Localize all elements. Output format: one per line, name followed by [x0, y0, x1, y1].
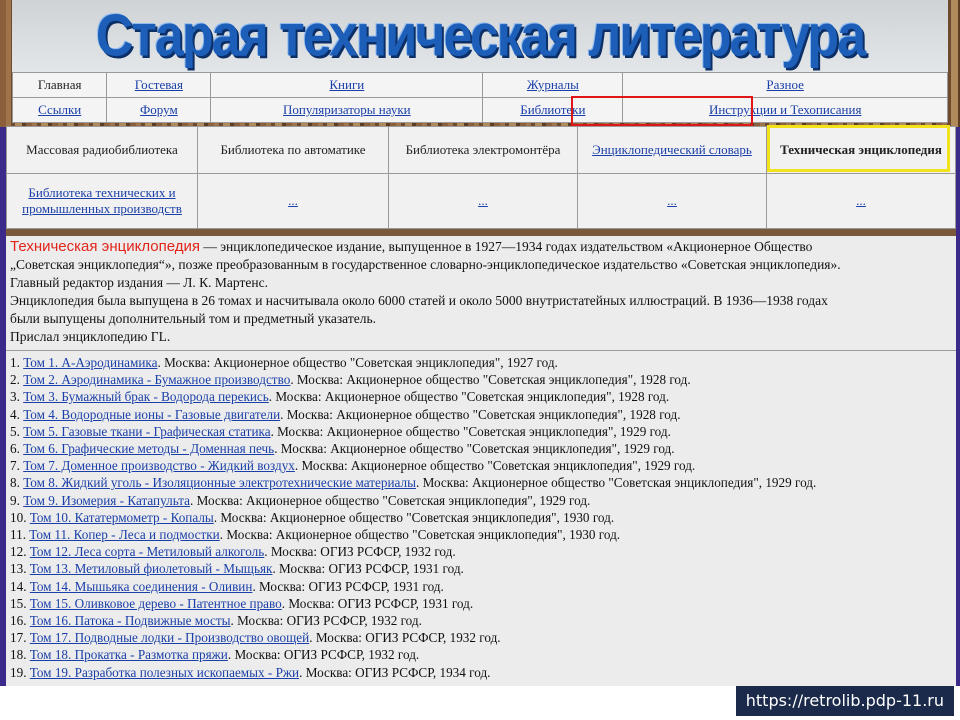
- volume-number: 19.: [10, 664, 27, 680]
- list-item: [10, 440, 952, 457]
- volume-number: 5.: [10, 423, 20, 439]
- volume-number: 4.: [10, 406, 20, 422]
- list-item: [10, 406, 952, 423]
- list-item: [10, 629, 952, 646]
- main-navigation: [12, 72, 948, 123]
- nav-link-misc[interactable]: Разное: [766, 77, 804, 92]
- nav-item-home[interactable]: [13, 73, 107, 98]
- volume-link[interactable]: Том 3. Бумажный брак - Водорода перекись: [23, 389, 269, 405]
- volume-publisher: . Москва: Акционерное общество "Советская энциклопедия", 1928 год.: [280, 406, 681, 422]
- volume-publisher: . Москва: Акционерное общество "Советская энциклопедия", 1930 год.: [213, 509, 615, 525]
- nav-link-links[interactable]: Ссылки: [38, 102, 82, 117]
- list-item: [10, 423, 952, 440]
- volume-publisher: . Москва: Акционерное общество "Советская энциклопедия", 1929 год.: [190, 492, 591, 508]
- library-placeholder-3-link[interactable]: ...: [667, 193, 677, 208]
- nav-item-popularizers[interactable]: [211, 98, 483, 123]
- intro-line-1: [10, 238, 952, 256]
- volume-number: 17.: [10, 630, 27, 646]
- nav-item-forum[interactable]: [107, 98, 211, 123]
- library-mass-radio-label: Массовая радиобиблиотека: [26, 142, 178, 157]
- site-title: Старая техническая литература: [95, 2, 865, 70]
- volume-link[interactable]: Том 5. Газовые ткани - Графическая статика: [23, 423, 271, 439]
- list-item: [10, 474, 952, 491]
- volume-publisher: . Москва: Акционерное общество "Советская энциклопедия", 1929 год.: [294, 458, 696, 474]
- library-technical-encyclopedia-label: Техническая энциклопедия: [780, 142, 942, 157]
- volume-number: 10.: [10, 509, 27, 525]
- volume-link[interactable]: Том 9. Изомерия - Катапульта: [23, 492, 190, 508]
- volume-number: 1.: [10, 355, 20, 370]
- library-placeholder-3[interactable]: [578, 174, 767, 229]
- volume-link[interactable]: Том 10. Кататермометр - Копалы: [29, 509, 214, 525]
- volume-list: [6, 350, 956, 686]
- volume-link[interactable]: Том 11. Копер - Леса и подмостки: [29, 527, 220, 543]
- list-item: [10, 457, 952, 474]
- volume-link[interactable]: Том 15. Оливковое дерево - Патентное право: [29, 595, 282, 611]
- library-automation[interactable]: [198, 127, 389, 174]
- library-industrial-link[interactable]: Библиотека технических и промышленных производств: [22, 185, 182, 216]
- nav-item-books[interactable]: [211, 73, 483, 98]
- volume-publisher: . Москва: Акционерное общество "Советская энциклопедия", 1929 год.: [415, 475, 817, 491]
- volume-publisher: . Москва: ОГИЗ РСФСР, 1932 год.: [227, 647, 420, 663]
- nav-item-links[interactable]: [13, 98, 107, 123]
- volume-publisher: . Москва: ОГИЗ РСФСР, 1932 год.: [309, 630, 501, 646]
- list-item: [10, 492, 952, 509]
- volume-number: 7.: [10, 458, 20, 474]
- libraries-highlight-frame: [571, 96, 753, 126]
- volume-publisher: . Москва: ОГИЗ РСФСР, 1934 год.: [299, 664, 491, 680]
- volume-link[interactable]: Том 4. Водородные ионы - Газовые двигатели: [23, 406, 281, 422]
- list-item: [10, 595, 952, 612]
- library-row-2: [7, 174, 956, 229]
- volume-publisher: . Москва: ОГИЗ РСФСР, 1932 год.: [230, 613, 422, 629]
- volume-link[interactable]: Том 6. Графические методы - Доменная печь: [23, 441, 275, 457]
- list-item: [10, 560, 952, 577]
- volume-publisher: . Москва: Акционерное общество "Советская энциклопедия", 1929 год.: [274, 441, 675, 457]
- volume-link[interactable]: Том 18. Прокатка - Размотка пряжи: [29, 647, 228, 663]
- nav-row-1: [13, 73, 948, 98]
- library-placeholder-2-link[interactable]: ...: [478, 193, 488, 208]
- intro-line-1-text: — энциклопедическое издание, выпущенное в 1927—1934 годах издательством «Акционерное Общество: [199, 239, 813, 254]
- volume-publisher: . Москва: ОГИЗ РСФСР, 1931 год.: [281, 595, 474, 611]
- volume-number: 2.: [10, 372, 20, 388]
- library-placeholder-4-link[interactable]: ...: [856, 193, 866, 208]
- intro-line-6: Прислал энциклопедию ГL.: [10, 329, 171, 344]
- volume-publisher: . Москва: ОГИЗ РСФСР, 1932 год.: [264, 544, 456, 560]
- intro-line-3: Главный редактор издания — Л. К. Мартенс.: [10, 275, 268, 290]
- volume-number: 18.: [10, 647, 27, 663]
- intro-line-5: были выпущены дополнительный том и предметный указатель.: [10, 311, 376, 326]
- volume-number: 12.: [10, 544, 27, 560]
- library-automation-label: Библиотека по автоматике: [220, 142, 366, 157]
- nav-item-guestbook[interactable]: [107, 73, 211, 98]
- volume-publisher: . Москва: Акционерное общество "Советская энциклопедия", 1928 год.: [268, 389, 670, 405]
- library-encyclopedic-dictionary-link[interactable]: Энциклопедический словарь: [592, 142, 752, 157]
- volume-link[interactable]: Том 12. Леса сорта - Метиловый алкоголь: [29, 544, 265, 560]
- list-item: [10, 371, 952, 388]
- volume-number: 14.: [10, 578, 27, 594]
- current-library-highlight-frame: [767, 125, 950, 172]
- volume-link[interactable]: Том 7. Доменное производство - Жидкий воздух: [23, 458, 295, 474]
- nav-link-libraries[interactable]: Библиотеки: [520, 102, 586, 117]
- nav-link-manuals[interactable]: Инструкции и Техописания: [708, 102, 862, 117]
- volume-number: 6.: [10, 441, 20, 457]
- volume-number: 11.: [10, 527, 26, 543]
- list-item: [10, 509, 952, 526]
- page-border-right: [956, 127, 960, 687]
- list-item: [10, 612, 952, 629]
- volume-publisher: . Москва: Акционерное общество "Советская энциклопедия", 1929 год.: [270, 423, 671, 439]
- volume-link[interactable]: Том 8. Жидкий уголь - Изоляционные электротехнические материалы: [23, 475, 416, 491]
- volume-number: 13.: [10, 561, 27, 577]
- volume-publisher: . Москва: ОГИЗ РСФСР, 1931 год.: [252, 578, 444, 594]
- volume-link[interactable]: Том 1. А-Аэродинамика: [23, 355, 158, 370]
- volume-link[interactable]: Том 16. Патока - Подвижные мосты: [29, 613, 231, 629]
- library-electrician[interactable]: [389, 127, 578, 174]
- library-placeholder-4[interactable]: [767, 174, 956, 229]
- volume-publisher: . Москва: Акционерное общество "Советская энциклопедия", 1930 год.: [219, 527, 621, 543]
- library-mass-radio[interactable]: [7, 127, 198, 174]
- nav-link-books[interactable]: Книги: [329, 77, 365, 92]
- volume-number: 15.: [10, 595, 27, 611]
- nav-link-popularizers[interactable]: Популяризаторы науки: [283, 102, 411, 117]
- library-industrial[interactable]: [7, 174, 198, 229]
- library-encyclopedic-dictionary[interactable]: [578, 127, 767, 174]
- list-item: [10, 543, 952, 560]
- nav-label-home: Главная: [37, 77, 82, 92]
- nav-item-magazines[interactable]: [483, 73, 623, 98]
- list-item: [10, 664, 952, 681]
- intro-line-2: „Советская энциклопедия“», позже преобразованным в государственное словарно-энциклопедическое издательство «Советская энциклопедия».: [10, 257, 841, 272]
- library-electrician-label: Библиотека электромонтёра: [405, 142, 561, 157]
- volume-number: 8.: [10, 475, 20, 491]
- volume-publisher: . Москва: Акционерное общество "Советская энциклопедия", 1928 год.: [290, 372, 691, 388]
- library-placeholder-1[interactable]: [198, 174, 389, 229]
- list-item: [10, 578, 952, 595]
- volume-link[interactable]: Том 2. Аэродинамика - Бумажное производство: [23, 372, 291, 388]
- intro-line-4: Энциклопедия была выпущена в 26 томах и насчитывала около 6000 статей и около 5000 внутристатейных иллюстраций. В 1936—1938 годах: [10, 293, 828, 308]
- list-item: [10, 388, 952, 405]
- source-url-badge: https://retrolib.pdp-11.ru: [736, 686, 954, 716]
- volume-link[interactable]: Том 17. Подводные лодки - Производство овощей: [29, 630, 310, 646]
- nav-row-2: [13, 98, 948, 123]
- library-placeholder-2[interactable]: [389, 174, 578, 229]
- volume-publisher: . Москва: Акционерное общество "Советская энциклопедия", 1927 год.: [157, 355, 558, 370]
- volume-publisher: . Москва: ОГИЗ РСФСР, 1931 год.: [272, 561, 464, 577]
- nav-link-guestbook[interactable]: Гостевая: [134, 77, 183, 92]
- volume-link[interactable]: Том 19. Разработка полезных ископаемых - Ржи: [29, 664, 300, 680]
- list-item: [10, 526, 952, 543]
- volume-link[interactable]: Том 13. Метиловый фиолетовый - Мыщьяк: [29, 561, 273, 577]
- encyclopedia-description: [6, 236, 956, 350]
- site-banner: [12, 0, 948, 72]
- nav-item-misc[interactable]: [623, 73, 948, 98]
- intro-term: Техническая энциклопедия: [10, 238, 200, 255]
- volume-number: 9.: [10, 492, 20, 508]
- volume-number: 16.: [10, 613, 27, 629]
- nav-link-magazines[interactable]: Журналы: [526, 77, 579, 92]
- list-item: [10, 354, 952, 371]
- volume-link[interactable]: Том 14. Мышьяка соединения - Оливин: [29, 578, 253, 594]
- library-placeholder-1-link[interactable]: ...: [288, 193, 298, 208]
- list-item: [10, 646, 952, 663]
- nav-link-forum[interactable]: Форум: [140, 102, 178, 117]
- volume-number: 3.: [10, 389, 20, 405]
